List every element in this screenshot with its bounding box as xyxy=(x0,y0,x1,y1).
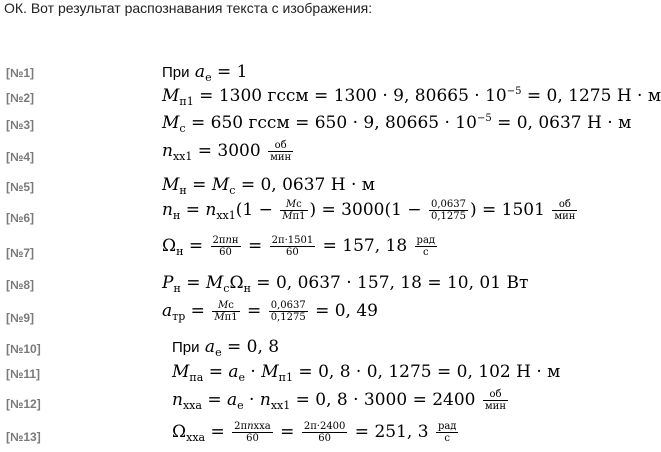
line-number: [№4] xyxy=(6,150,35,164)
equation: $M_н = M_с = 0$, 0637 Н · м xyxy=(162,175,376,197)
intro-text: ОК. Вот результат распознавания текста с изображения: xyxy=(4,0,373,16)
line-number: [№5] xyxy=(6,180,35,194)
equation: $n_{хх1} = 3000$ $\frac{об}{\text{мин}}$ xyxy=(162,140,292,163)
line-3 xyxy=(0,110,632,140)
line-number: [№12] xyxy=(6,397,41,411)
line-8 xyxy=(0,270,615,300)
line-12 xyxy=(0,389,615,419)
line-6 xyxy=(0,199,615,233)
line-number: [№9] xyxy=(6,311,35,325)
equation: $n_н = n_{хх1}(1$ − $\frac{Mс}{Mп1}$ ) = 3000(1 − $\frac{0,0637}{0,1275}$ ) = 1501 $\frac{об}{\text{мин}}$ xyxy=(162,199,576,222)
line-9 xyxy=(0,300,615,333)
line-2 xyxy=(0,83,661,113)
equation: $n_{хха} = a_e \cdot n_{хх1} = 0$, 8 · 3000 = 2400 $\frac{об}{\text{мин}}$ xyxy=(172,389,507,412)
line-7 xyxy=(0,235,615,268)
line-number: [№2] xyxy=(6,91,35,105)
equation: $\Omega_н$ = $\frac{\text{2πnн}}{60}$ = $\frac{2\pi\cdot 1501}{60}$ = 157, 18 $\frac{\text{рад}}{с}$ xyxy=(162,235,436,258)
equation: $P_н = M_с\Omega_н = 0$, 0637 · 157, 18 = 10, 01 Вт xyxy=(162,273,529,295)
line-number: [№3] xyxy=(6,118,35,132)
line-number: [№7] xyxy=(6,246,35,260)
line-number: [№8] xyxy=(6,278,35,292)
equation: $M_{па} = a_e \cdot M_{п1} = 0$, 8 · 0, 1275 = 0, 102 Н · м xyxy=(172,362,561,384)
line-4 xyxy=(0,140,615,170)
equation: При $a_e = 0$, 8 xyxy=(172,337,280,359)
equation: При $a_e = 1$ xyxy=(162,62,248,84)
equation: $M_с = 650$ гссм = 650 · 9, $80665 \cdot 10^{-5} = 0$, 0637 Н · м xyxy=(162,113,632,135)
equation: $M_{п1} = 1300$ гссм = 1300 · 9, $80665 \cdot 10^{-5} = 0$, 1275 Н · м xyxy=(162,86,661,108)
line-number: [№1] xyxy=(6,66,35,80)
line-number: [№13] xyxy=(6,430,41,444)
line-number: [№10] xyxy=(6,342,41,356)
equation: $\Omega_{хха}$ = $\frac{\text{2πnхха}}{60}$ = $\frac{2\pi\cdot 2400}{60}$ = 251, 3 $\frac{\text{рад}}{с}$ xyxy=(172,421,457,444)
line-number: [№6] xyxy=(6,211,35,225)
line-number: [№11] xyxy=(6,367,41,381)
line-11 xyxy=(0,359,615,389)
line-5 xyxy=(0,172,615,202)
equation: $a_{тр}$ = $\frac{Mс}{Mп1}$ = $\frac{0,0637}{0,1275}$ = 0, 49 xyxy=(162,300,378,323)
line-13 xyxy=(0,422,615,452)
